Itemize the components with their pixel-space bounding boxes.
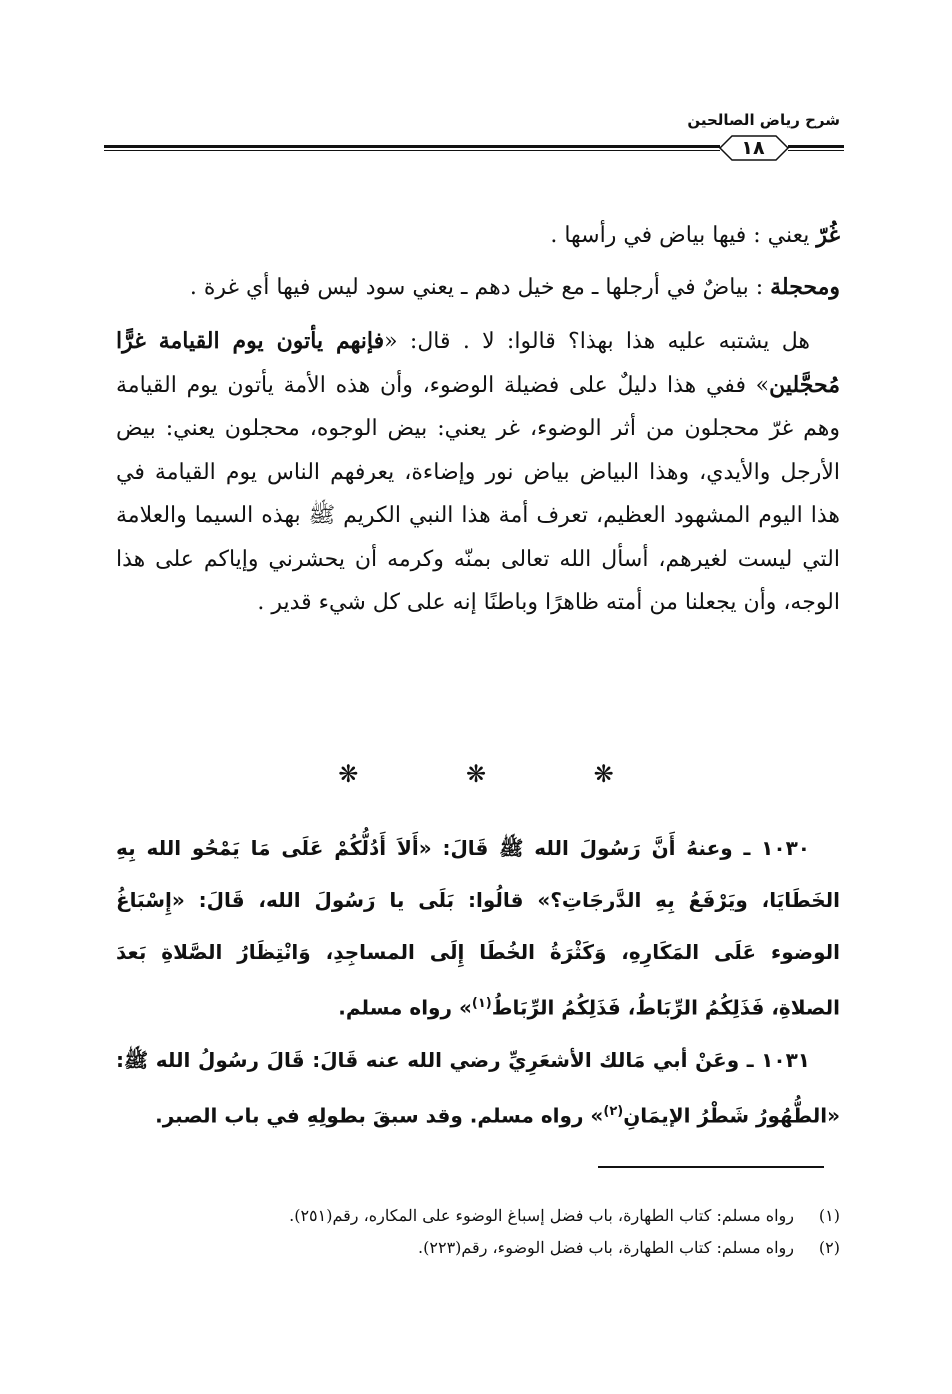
commentary-text: » ففي هذا دليلٌ على فضيلة الوضوء، وأن هذه الأمة يأتون يوم القيامة وهم غرّ محجلون من أثر الوضوء، غر يعني: بيض الوجوه، محجلون يعني: بيض الأرجل والأيدي، وهذا البياض بياض نور وإضاءة، يعرفهم الناس يوم القيامة في هذا اليوم المشهود العظيم، تعرف أمة هذا النبي الكريم ﷺ بهذه السيما والعلامة التي ليست لغيرهم، أسأل الله تعالى بمنّه وكرمه أن يحشرني وإياكم على هذا الوجه، وأن يجعلنا من أمته ظاهرًا وباطنًا إنه على كل شيء قدير . (116, 372, 840, 615)
footnote-rule (598, 1166, 824, 1168)
gloss-term: ومحجلة (770, 274, 840, 300)
gloss-definition: يعني : فيها بياض في رأسها . (550, 223, 817, 248)
footnote-text: رواه مسلم: كتاب الطهارة، باب فضل إسباغ الوضوء على المكاره، رقم(٢٥١). (289, 1206, 794, 1225)
section-separator: ❋ ❋ ❋ (338, 760, 664, 788)
footnote-item (116, 1232, 840, 1264)
footnote-reference: (٢) (603, 1104, 624, 1119)
footnotes (116, 1200, 840, 1264)
footnote-reference: (١) (471, 996, 492, 1011)
hadith-text: ١٠٣١ ـ وعَنْ أبي مَالك الأشعَرِيِّ رضي الله عنه قَالَ: قَالَ رسُولُ الله ﷺ: «الطُّهُورُ شَطْرُ الإيمَانِ (116, 1048, 840, 1128)
hadith-source: » رواه مسلم. (338, 995, 472, 1020)
prophetic-quote: فإنهم يأتون يوم القيامة غرًّا مُحجَّلين (116, 328, 840, 398)
gloss-term: غُرّ (816, 222, 840, 248)
hadith-1031 (116, 1034, 840, 1142)
gloss-line-2 (116, 267, 840, 308)
running-header-title: شرح رياض الصالحين (687, 111, 840, 129)
gloss-definition: : بياضٌ في أرجلها ـ مع خيل دهم ـ يعني سود ليس فيها أي غرة . (189, 275, 771, 300)
footnote-item (116, 1200, 840, 1232)
hadith-source: » رواه مسلم. وقد سبقَ بطولِهِ في باب الصبر. (155, 1103, 604, 1128)
page-number: ١٨ (741, 137, 765, 159)
footnote-number: (٢) (818, 1238, 840, 1257)
commentary-paragraph (116, 320, 840, 625)
commentary-intro: هل يشتبه عليه هذا بهذا؟ قالوا: لا . قال: « (384, 329, 810, 354)
hadith-1030 (116, 822, 840, 1034)
footnote-number: (١) (818, 1206, 840, 1225)
footnote-text: رواه مسلم: كتاب الطهارة، باب فضل الوضوء، رقم(٢٢٣). (418, 1238, 794, 1257)
gloss-line-1 (116, 215, 840, 256)
hadith-text: ١٠٣٠ ـ وعنهُ أَنَّ رَسُولَ الله ﷺ قَالَ: «أَلاَ أَدُلُّكُمْ عَلَى مَا يَمْحُو الله بِهِ الخَطَايَا، ويَرْفَعُ بِهِ الدَّرجَاتِ؟» قالُوا: بَلَى يا رَسُولَ الله، قَالَ: «إِسْبَاغُ الوضوء عَلَى المَكَارِهِ، وَكَثْرَةُ الخُطَا إِلَى المساجِدِ، وَانْتِظَارُ الصَّلاةِ بَعدَ الصلاةِ، فَذَلِكُمُ الرِّبَاطُ، فَذَلِكُمُ الرِّبَاطُ (116, 836, 840, 1020)
